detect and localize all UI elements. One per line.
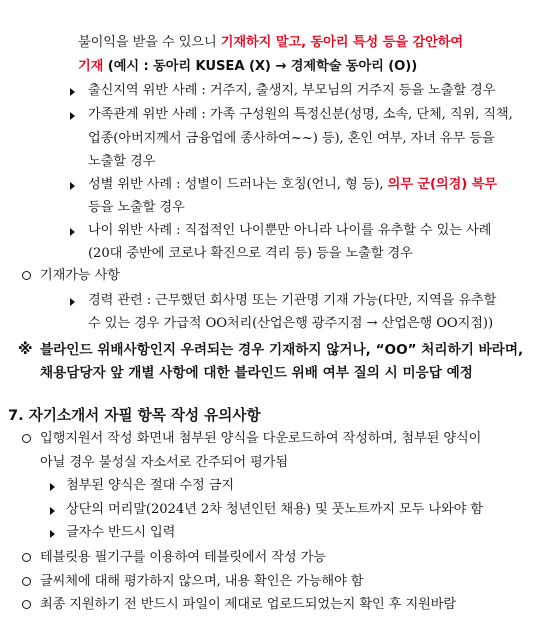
section7-subitem: 상단의 머리말(2024년 2차 청년인턴 채용) 및 풋노트까지 모두 나와야 함 (66, 502, 483, 517)
violation-age-line-2: (20대 중반에 코로나 확진으로 격리 등) 등을 노출할 경우 (88, 246, 413, 261)
intro-line-2-red: 기재 (78, 59, 104, 74)
triangle-bullet-icon (70, 228, 75, 236)
section7-item1-line-1: 입행지원서 작성 화면내 첨부된 양식을 다운로드하여 작성하며, 첨부된 양식이 (40, 431, 482, 446)
violation-gender-line-2: 등을 노출할 경우 (88, 200, 185, 215)
triangle-bullet-icon (50, 483, 55, 491)
violation-gender-plain: 성별 위반 사례 : 성별이 드러나는 호칭(언니, 형 등), (88, 177, 388, 192)
violation-family-line-1: 가족관계 위반 사례 : 가족 구성원의 특정신분(성명, 소속, 단체, 직위, 직책, (88, 107, 513, 122)
section7-item1-line-2: 아닐 경우 불성실 자소서로 간주되어 평가됨 (40, 455, 288, 470)
intro-line-1-plain: 불이익을 받을 수 있으니 (78, 35, 221, 50)
note-line-2: 채용담당자 앞 개별 사항에 대한 블라인드 위배 여부 질의 시 미응답 예정 (40, 365, 473, 381)
section-7-title: 7. 자기소개서 자필 항목 작성 유의사항 (8, 407, 261, 424)
allowed-career-line-1: 경력 관련 : 근무했던 회사명 또는 기관명 기재 가능(다만, 지역을 유추할 (88, 293, 497, 308)
violation-age-line-1: 나이 위반 사례 : 직접적인 나이뿐만 아니라 나이를 유추할 수 있는 사례 (88, 223, 492, 238)
circle-bullet-icon (22, 600, 31, 609)
triangle-bullet-icon (50, 507, 55, 515)
triangle-bullet-icon (70, 298, 75, 306)
circle-bullet-icon (22, 577, 31, 586)
intro-line-2 (78, 57, 417, 77)
allowed-career-line-2: 수 있는 경우 가급적 OO처리(산업은행 광주지점 → 산업은행 OO지점)) (88, 316, 494, 331)
section7-item: 테블릿용 필기구를 이용하여 테블릿에서 작성 가능 (40, 550, 326, 565)
section7-item: 최종 지원하기 전 반드시 파일이 제대로 업로드되었는지 확인 후 지원바람 (40, 597, 456, 612)
intro-line-1-red: 기재하지 말고, 동아리 특성 등을 감안하여 (220, 35, 463, 50)
triangle-bullet-icon (70, 182, 75, 190)
allowed-title: 기재가능 사항 (40, 268, 120, 283)
section7-item: 글씨체에 대해 평가하지 않으며, 내용 확인은 가능해야 함 (40, 574, 364, 589)
section7-subitem: 첨부된 양식은 절대 수정 금지 (66, 478, 235, 493)
violation-family-line-3: 노출할 경우 (88, 154, 156, 169)
intro-line-2-example: (예시 : 동아리 KUSEA (X) → 경제학술 동아리 (O)) (103, 59, 418, 74)
violation-gender-line-1 (88, 175, 497, 195)
triangle-bullet-icon (70, 88, 75, 96)
section7-subitem: 글자수 반드시 입력 (66, 525, 176, 540)
circle-bullet-icon (22, 434, 31, 443)
triangle-bullet-icon (50, 530, 55, 538)
note-line-1: 블라인드 위배사항인지 우려되는 경우 기재하지 않거나, “OO” 처리하기 바라며, (40, 342, 524, 358)
triangle-bullet-icon (70, 112, 75, 120)
violation-region: 출신지역 위반 사례 : 거주지, 출생지, 부모님의 거주지 등을 노출할 경우 (88, 83, 496, 98)
violation-gender-red: 의무 군(의경) 복무 (387, 177, 497, 192)
circle-bullet-icon (22, 271, 31, 280)
violation-family-line-2: 업종(아버지께서 금융업에 종사하여~~) 등), 혼인 여부, 자녀 유무 등을 (88, 131, 495, 146)
reference-mark: ※ (18, 340, 33, 358)
intro-line-1 (78, 33, 463, 53)
circle-bullet-icon (22, 553, 31, 562)
